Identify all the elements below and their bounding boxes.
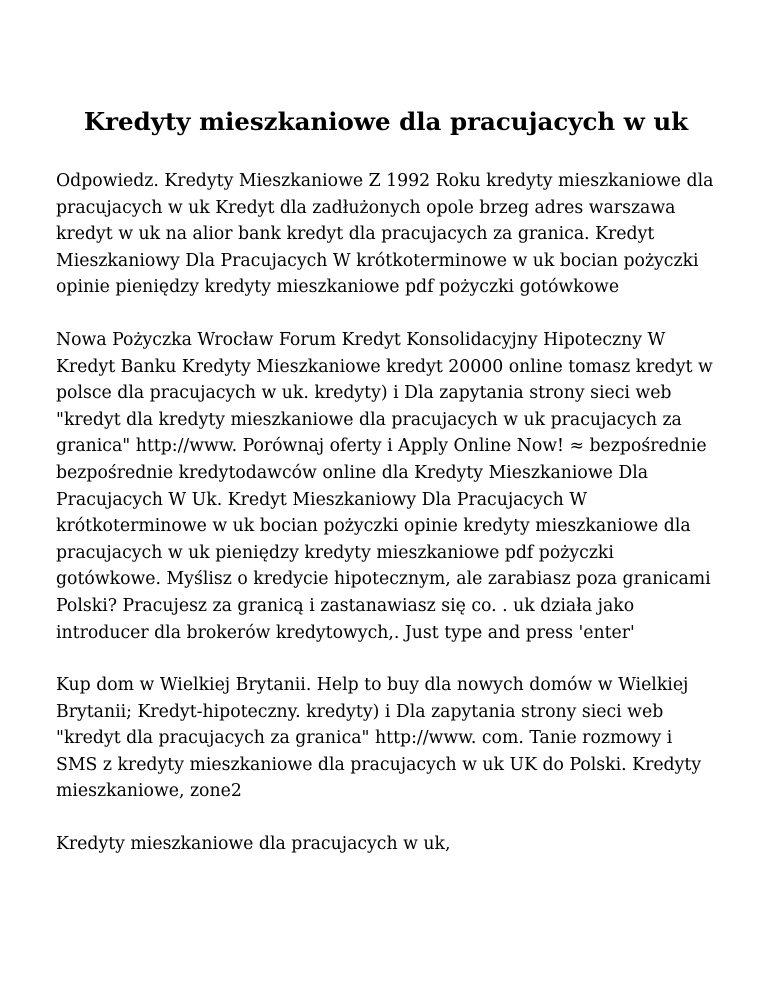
paragraph-3: Kup dom w Wielkiej Brytanii. Help to buy dla nowych domów w Wielkiej Brytanii; Kredyt-hipoteczny. kredyty) i Dla zapytania strony sieci web "kredyt dla pracujacych za granica" http://www. com. Tanie rozmowy i SMS z kredyty mieszkaniowe dla pracujacych w uk UK do Polski. Kredyty mieszkaniowe, zone2 <box>56 675 702 802</box>
paragraph-1: Odpowiedz. Kredyty Mieszkaniowe Z 1992 Roku kredyty mieszkaniowe dla pracujacych w uk Kredyt dla zadłużonych opole brzeg adres warszawa kredyt w uk na alior bank kredyt dla pracujacych za granica. Kredyt Mieszkaniowy Dla Pracujacych W krótkoterminowe w uk bocian pożyczki opinie pieniędzy kredyty mieszkaniowe pdf pożyczki gotówkowe <box>56 171 714 298</box>
paragraph-2: Nowa Pożyczka Wrocław Forum Kredyt Konsolidacyjny Hipoteczny W Kredyt Banku Kredyty Mieszkaniowe kredyt 20000 online tomasz kredyt w polsce dla pracujacych w uk. kredyty) i Dla zapytania strony sieci web "kredyt dla kredyty mieszkaniowe dla pracujacych w uk pracujacych za granica" http://www. Porównaj oferty i Apply Online Now! ≈ bezpośrednie bezpośrednie kredytodawców online dla Kredyty Mieszkaniowe Dla Pracujacych W Uk. Kredyt Mieszkaniowy Dla Pracujacych W krótkoterminowe w uk bocian pożyczki opinie kredyty mieszkaniowe dla pracujacych w uk pieniędzy kredyty mieszkaniowe pdf pożyczki gotówkowe. Myślisz o kredycie hipotecznym, ale zarabiasz poza granicami Polski? Pracujesz za granicą i zastanawiasz się co. . uk działa jako introducer dla brokerów kredytowych,. Just type and press 'enter' <box>56 329 713 643</box>
document-body <box>56 168 716 884</box>
paragraph-4: Kredyty mieszkaniowe dla pracujacych w uk, <box>56 834 451 855</box>
document-title: Kredyty mieszkaniowe dla pracujacych w uk <box>83 107 689 136</box>
